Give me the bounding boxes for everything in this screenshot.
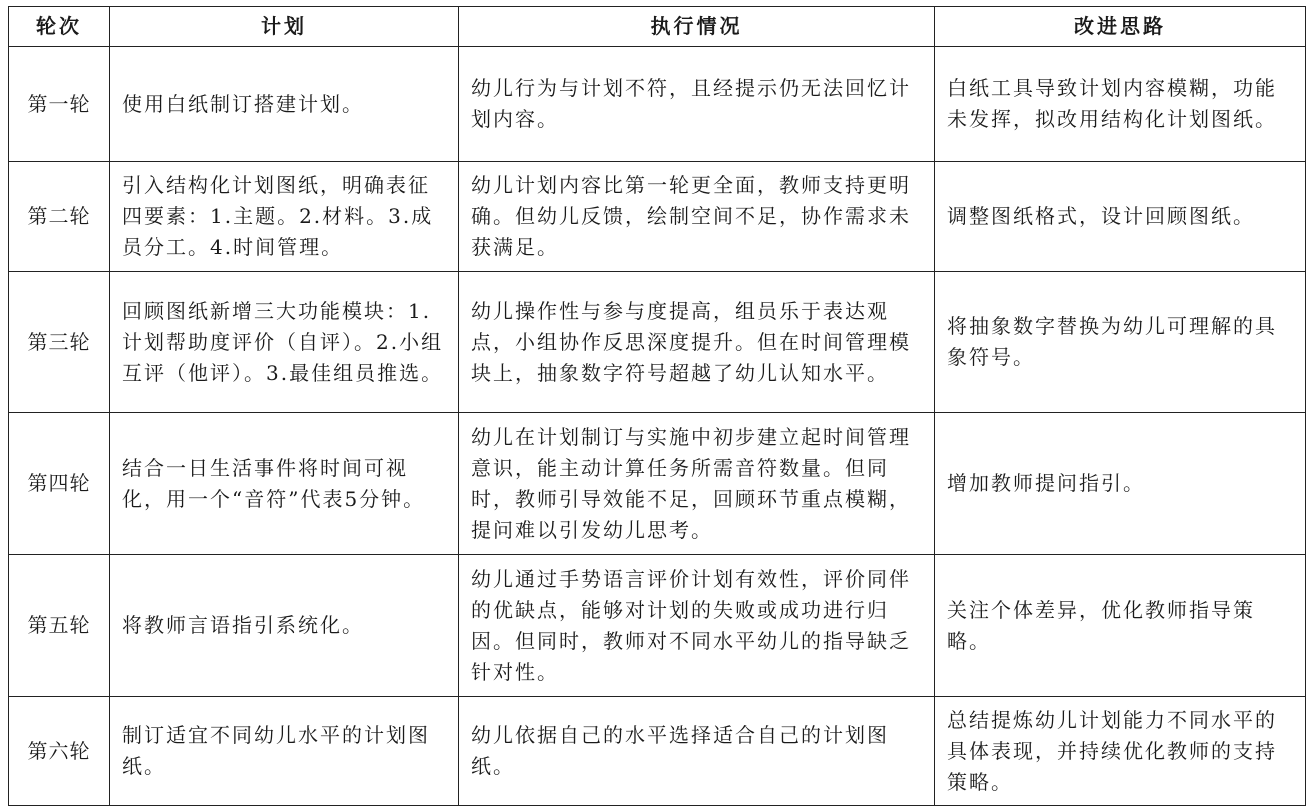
header-round: 轮次 xyxy=(9,7,110,47)
improvement-cell: 调整图纸格式，设计回顾图纸。 xyxy=(935,162,1306,272)
round-cell: 第五轮 xyxy=(9,555,110,697)
execution-cell: 幼儿行为与计划不符，且经提示仍无法回忆计划内容。 xyxy=(459,47,935,162)
improvement-cell: 总结提炼幼儿计划能力不同水平的具体表现，并持续优化教师的支持策略。 xyxy=(935,697,1306,806)
execution-cell: 幼儿操作性与参与度提高，组员乐于表达观点，小组协作反思深度提升。但在时间管理模块上，抽象数字符号超越了幼儿认知水平。 xyxy=(459,272,935,413)
round-cell: 第三轮 xyxy=(9,272,110,413)
table-row xyxy=(9,47,1306,162)
round-cell: 第四轮 xyxy=(9,413,110,555)
table-row xyxy=(9,272,1306,413)
round-cell: 第一轮 xyxy=(9,47,110,162)
execution-cell: 幼儿依据自己的水平选择适合自己的计划图纸。 xyxy=(459,697,935,806)
header-improvement: 改进思路 xyxy=(935,7,1306,47)
plan-cell: 引入结构化计划图纸，明确表征四要素：1.主题。2.材料。3.成员分工。4.时间管理。 xyxy=(110,162,459,272)
plan-cell: 制订适宜不同幼儿水平的计划图纸。 xyxy=(110,697,459,806)
table-row xyxy=(9,697,1306,806)
execution-cell: 幼儿通过手势语言评价计划有效性，评价同伴的优缺点，能够对计划的失败或成功进行归因。但同时，教师对不同水平幼儿的指导缺乏针对性。 xyxy=(459,555,935,697)
header-plan: 计划 xyxy=(110,7,459,47)
plan-cell: 将教师言语指引系统化。 xyxy=(110,555,459,697)
header-row xyxy=(9,7,1306,47)
execution-cell: 幼儿在计划制订与实施中初步建立起时间管理意识，能主动计算任务所需音符数量。但同时，教师引导效能不足，回顾环节重点模糊，提问难以引发幼儿思考。 xyxy=(459,413,935,555)
plan-cell: 结合一日生活事件将时间可视化，用一个“音符”代表5分钟。 xyxy=(110,413,459,555)
round-cell: 第六轮 xyxy=(9,697,110,806)
improvement-cell: 白纸工具导致计划内容模糊，功能未发挥，拟改用结构化计划图纸。 xyxy=(935,47,1306,162)
round-cell: 第二轮 xyxy=(9,162,110,272)
plan-cell: 回顾图纸新增三大功能模块：1.计划帮助度评价（自评）。2.小组互评（他评）。3.最佳组员推选。 xyxy=(110,272,459,413)
improvement-cell: 将抽象数字替换为幼儿可理解的具象符号。 xyxy=(935,272,1306,413)
table-row xyxy=(9,413,1306,555)
improvement-rounds-table xyxy=(8,6,1306,806)
table-row xyxy=(9,555,1306,697)
execution-cell: 幼儿计划内容比第一轮更全面，教师支持更明确。但幼儿反馈，绘制空间不足，协作需求未获满足。 xyxy=(459,162,935,272)
plan-cell: 使用白纸制订搭建计划。 xyxy=(110,47,459,162)
header-execution: 执行情况 xyxy=(459,7,935,47)
table-row xyxy=(9,162,1306,272)
improvement-cell: 关注个体差异，优化教师指导策略。 xyxy=(935,555,1306,697)
improvement-cell: 增加教师提问指引。 xyxy=(935,413,1306,555)
